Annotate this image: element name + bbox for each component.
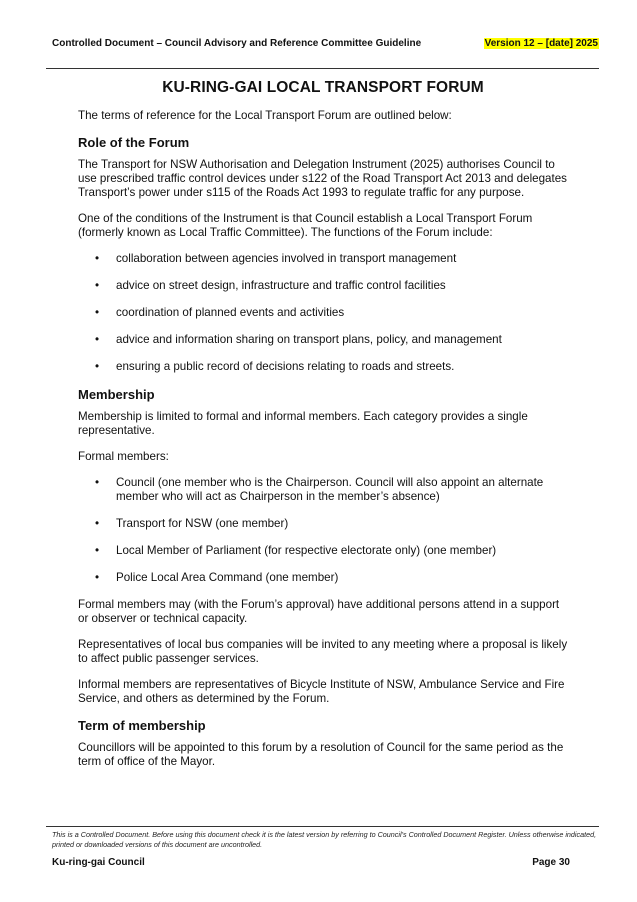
list-item-text: Council (one member who is the Chairperson. Council will also appoint an alternate member who will act as Chairperson in the member’s absence)	[116, 476, 544, 503]
document-body	[78, 79, 568, 781]
role-paragraph-1: The Transport for NSW Authorisation and Delegation Instrument (2025) authorises Council to use prescribed traffic control devices under s122 of the Road Transport Act 2013 and delegates Transport’s power under s115 of the Roads Act 1993 to regulate traffic for any purpose.	[78, 158, 567, 199]
term-heading: Term of membership	[78, 718, 206, 733]
functions-list	[78, 252, 568, 374]
controlled-document-note: This is a Controlled Document. Before using this document check it is the latest version by referring to Council’s Controlled Document Register. Unless otherwise indicated, printed or downloaded versions of this document are uncontrolled.	[52, 830, 597, 849]
intro-paragraph: The terms of reference for the Local Transport Forum are outlined below:	[78, 109, 452, 122]
list-item-text: advice and information sharing on transport plans, policy, and management	[116, 333, 502, 346]
bullet-icon: •	[95, 279, 100, 292]
list-item	[78, 517, 568, 531]
list-item	[78, 252, 568, 266]
bullet-icon: •	[95, 360, 100, 373]
document-type-label: Controlled Document – Council Advisory and Reference Committee Guideline	[52, 38, 422, 49]
role-paragraph-2: One of the conditions of the Instrument is that Council establish a Local Transport Forum (formerly known as Local Traffic Committee). The functions of the Forum include:	[78, 212, 533, 239]
list-item-text: coordination of planned events and activities	[116, 306, 345, 319]
membership-paragraph-4: Representatives of local bus companies will be invited to any meeting where a proposal is likely to affect public passenger services.	[78, 638, 568, 665]
page-title: KU-RING-GAI LOCAL TRANSPORT FORUM	[162, 79, 484, 96]
page-header	[52, 38, 599, 49]
list-item	[78, 360, 568, 374]
list-item	[78, 306, 568, 320]
membership-paragraph-5: Informal members are representatives of Bicycle Institute of NSW, Ambulance Service and Fire Service, and others as determined by the Forum.	[78, 678, 565, 705]
list-item	[78, 476, 568, 504]
list-item-text: Local Member of Parliament (for respective electorate only) (one member)	[116, 544, 497, 557]
list-item	[78, 333, 568, 347]
membership-paragraph-1: Membership is limited to formal and informal members. Each category provides a single representative.	[78, 410, 528, 437]
formal-members-list	[78, 476, 568, 585]
list-item-text: advice on street design, infrastructure and traffic control facilities	[116, 279, 446, 292]
bullet-icon: •	[95, 252, 100, 265]
version-badge: Version 12 – [date] 2025	[484, 38, 598, 49]
list-item	[78, 544, 568, 558]
list-item	[78, 571, 568, 585]
role-heading: Role of the Forum	[78, 135, 190, 150]
page-footer	[52, 857, 570, 868]
list-item-text: collaboration between agencies involved in transport management	[116, 252, 457, 265]
footer-divider	[46, 826, 599, 827]
bullet-icon: •	[95, 544, 100, 557]
header-divider	[46, 68, 599, 69]
list-item-text: Police Local Area Command (one member)	[116, 571, 339, 584]
bullet-icon: •	[95, 333, 100, 346]
bullet-icon: •	[95, 517, 100, 530]
bullet-icon: •	[95, 571, 100, 584]
bullet-icon: •	[95, 476, 100, 489]
list-item-text: Transport for NSW (one member)	[116, 517, 289, 530]
membership-heading: Membership	[78, 387, 155, 402]
list-item-text: ensuring a public record of decisions relating to roads and streets.	[116, 360, 455, 373]
formal-members-label: Formal members:	[78, 450, 169, 463]
page-number: Page 30	[532, 857, 570, 868]
organisation-name: Ku-ring-gai Council	[52, 857, 145, 868]
list-item	[78, 279, 568, 293]
bullet-icon: •	[95, 306, 100, 319]
membership-paragraph-3: Formal members may (with the Forum’s approval) have additional persons attend in a support or observer or technical capacity.	[78, 598, 560, 625]
term-paragraph: Councillors will be appointed to this forum by a resolution of Council for the same period as the term of office of the Mayor.	[78, 741, 564, 768]
